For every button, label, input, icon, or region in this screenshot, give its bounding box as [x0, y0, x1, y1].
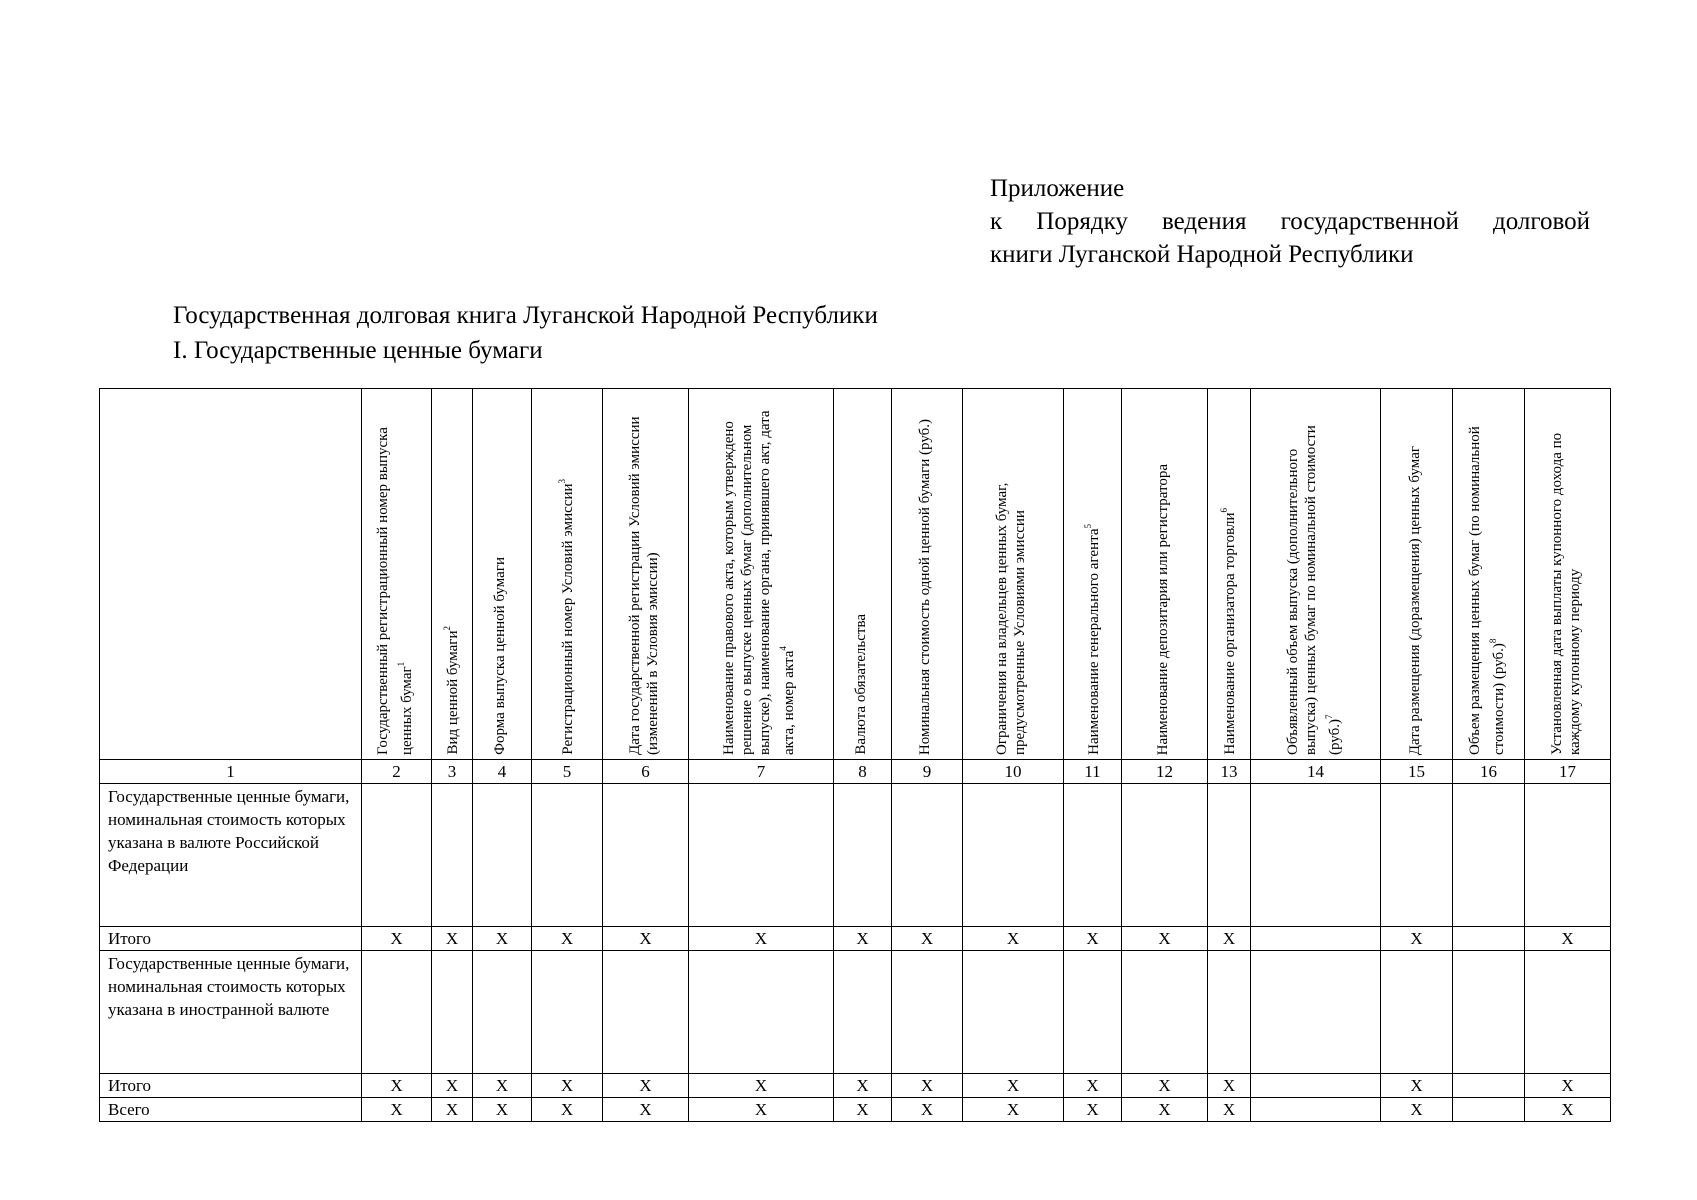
table-cell: [1453, 1074, 1525, 1098]
table-cell: [1453, 951, 1525, 1074]
table-cell: [1251, 951, 1381, 1074]
table-cell: [362, 951, 432, 1074]
table-cell: X: [473, 927, 532, 951]
table-cell: X: [892, 927, 963, 951]
table-cell: X: [1208, 1074, 1251, 1098]
table-cell: [892, 951, 963, 1074]
footnote-mark: 6: [1219, 508, 1229, 513]
table-cell: X: [1122, 1098, 1208, 1122]
table-cell: [603, 784, 689, 927]
table-cell: X: [473, 1098, 532, 1122]
table-cell: X: [963, 1098, 1064, 1122]
table-cell: X: [603, 1098, 689, 1122]
table-cell: X: [532, 1074, 603, 1098]
table-cell: X: [432, 1074, 473, 1098]
table-cell: X: [1208, 1098, 1251, 1122]
table-cell: [892, 784, 963, 927]
column-header-4: [473, 389, 532, 760]
column-header-label: Ограничения на владельцев ценных бумаг, предусмотренные Условиями эмиссии: [994, 482, 1028, 755]
column-header-13: [1208, 389, 1251, 760]
table-cell: X: [892, 1098, 963, 1122]
column-header-label: Наименование организатора торговли: [1222, 512, 1238, 755]
table-cell: X: [532, 927, 603, 951]
column-header-text: [1460, 391, 1518, 759]
table-cell: [432, 951, 473, 1074]
table-cell: X: [689, 1074, 834, 1098]
column-header-8: [834, 389, 892, 760]
group-label: Государственные ценные бумаги, номинальная стоимость которых указана в иностранной валюте: [100, 951, 362, 1074]
column-header-label: Валюта обязательства: [852, 614, 869, 755]
column-number: 9: [892, 760, 963, 784]
table-cell: X: [1525, 1098, 1611, 1122]
table-cell: [603, 951, 689, 1074]
footnote-mark: 2: [442, 626, 452, 631]
table-cell: X: [963, 1074, 1064, 1098]
table-cell: [362, 784, 432, 927]
total-label: Итого: [100, 927, 362, 951]
column-number: 5: [532, 760, 603, 784]
table-cell: [473, 784, 532, 927]
table-cell: [1251, 784, 1381, 927]
column-header-9: [892, 389, 963, 760]
column-header-label: Объем размещения ценных бумаг (по номинальной стоимости) (руб.): [1466, 426, 1507, 755]
column-header-15: [1381, 389, 1453, 760]
table-cell: X: [1122, 1074, 1208, 1098]
table-cell: [1453, 1098, 1525, 1122]
table-cell: [689, 951, 834, 1074]
appendix-line-3: книги Луганской Народной Республики: [990, 241, 1414, 268]
column-header-label: Установленная дата выплаты купонного дохода по каждому купонному периоду: [1548, 432, 1583, 755]
column-header-14: [1251, 389, 1381, 760]
table-cell: X: [1381, 927, 1453, 951]
table-cell: [1381, 784, 1453, 927]
table-cell: [1525, 784, 1611, 927]
table-cell: [432, 784, 473, 927]
table-cell: X: [689, 1098, 834, 1122]
table-cell: X: [1064, 927, 1122, 951]
table-cell: [834, 784, 892, 927]
group-label: Государственные ценные бумаги, номинальная стоимость которых указана в валюте Российской Федерации: [100, 784, 362, 927]
column-header-text: [846, 608, 880, 759]
column-number: 15: [1381, 760, 1453, 784]
column-number: 11: [1064, 760, 1122, 784]
table-cell: [1064, 784, 1122, 927]
table-cell: [1453, 784, 1525, 927]
table-cell: [1525, 951, 1611, 1074]
column-header-10: [963, 389, 1064, 760]
column-header-17: [1525, 389, 1611, 760]
column-number: 1: [100, 760, 362, 784]
table-cell: X: [362, 927, 432, 951]
table-cell: [963, 951, 1064, 1074]
table-cell: X: [473, 1074, 532, 1098]
column-number: 10: [963, 760, 1064, 784]
footnote-mark: 3: [557, 479, 567, 484]
column-number: 3: [432, 760, 473, 784]
column-header-label: Регистрационный номер Условий эмиссии: [560, 483, 576, 755]
table-cell: X: [1122, 927, 1208, 951]
table-cell: [1064, 951, 1122, 1074]
column-number: 2: [362, 760, 432, 784]
table-cell: X: [362, 1098, 432, 1122]
column-number: 17: [1525, 760, 1611, 784]
footnote-mark: 8: [1487, 638, 1498, 644]
table-cell: X: [532, 1098, 603, 1122]
column-header-label: Наименование генерального агента: [1085, 528, 1102, 755]
column-header-text: [1148, 458, 1182, 759]
column-header-label: Государственный регистрационный номер выпуска ценных бумаг: [374, 427, 415, 755]
appendix-line-2: к Порядку ведения государственной долговой: [990, 208, 1590, 235]
header-row: [100, 389, 1611, 760]
column-header-2: [362, 389, 432, 760]
table-cell: [532, 951, 603, 1074]
table-cell: X: [892, 1074, 963, 1098]
footnote-mark: 7: [1323, 714, 1334, 720]
column-header-text: [714, 391, 808, 759]
column-number: 12: [1122, 760, 1208, 784]
column-number: 16: [1453, 760, 1525, 784]
column-header-label: Форма выпуска ценной бумаги: [492, 557, 508, 755]
column-header-text: [485, 551, 519, 759]
total-label: Всего: [100, 1098, 362, 1122]
table-cell: [1208, 951, 1251, 1074]
table-cell: [834, 951, 892, 1074]
column-header-5: [532, 389, 603, 760]
table-cell: X: [1064, 1098, 1122, 1122]
column-number: 6: [603, 760, 689, 784]
column-header-label: Наименование депозитария или регистратора: [1154, 463, 1171, 755]
table-cell: [689, 784, 834, 927]
column-header-text: [1073, 518, 1113, 759]
table-cell: X: [603, 927, 689, 951]
group-row: [100, 951, 1611, 1074]
section-title: I. Государственные ценные бумаги: [173, 337, 543, 364]
table-cell: [1122, 951, 1208, 1074]
table-cell: X: [432, 927, 473, 951]
column-header-label: Номинальная стоимость одной ценной бумаги (руб.): [917, 418, 933, 755]
table-cell: X: [432, 1098, 473, 1122]
column-number: 8: [834, 760, 892, 784]
footnote-mark: 5: [1082, 524, 1093, 529]
column-header-text: [368, 391, 426, 759]
total-label: Итого: [100, 1074, 362, 1098]
total-row: [100, 1098, 1611, 1122]
column-header-label: Наименование правового акта, которым утверждено решение о выпуске ценных бумаг (дополнительном выпуске), наименование органа, принявшего акт, дата акта, номер акта: [721, 410, 797, 755]
table-cell: [1251, 1074, 1381, 1098]
table-cell: [1122, 784, 1208, 927]
column-number-row: [100, 760, 1611, 784]
column-header-text: [1209, 502, 1249, 759]
table-cell: X: [1208, 927, 1251, 951]
appendix-line-1: Приложение: [990, 175, 1125, 202]
table-cell: X: [689, 927, 834, 951]
table-cell: [473, 951, 532, 1074]
column-header-text: [432, 620, 472, 759]
document-heading: [173, 298, 878, 368]
column-header-text: [1278, 391, 1354, 759]
column-header-11: [1064, 389, 1122, 760]
appendix-note: [990, 172, 1590, 271]
column-header-1: [100, 389, 362, 760]
table-cell: [1251, 1098, 1381, 1122]
column-header-text: [910, 413, 944, 759]
column-header-3: [432, 389, 473, 760]
column-header-label: Вид ценной бумаги: [445, 630, 461, 755]
document-title: Государственная долговая книга Луганской Народной Республики: [173, 302, 878, 329]
table-cell: X: [1525, 1074, 1611, 1098]
table-cell: [1381, 951, 1453, 1074]
table-cell: X: [963, 927, 1064, 951]
table-cell: [1251, 927, 1381, 951]
table-cell: X: [362, 1074, 432, 1098]
table-cell: X: [1064, 1074, 1122, 1098]
group-row: [100, 784, 1611, 927]
table-cell: [1208, 784, 1251, 927]
column-number: 4: [473, 760, 532, 784]
table-cell: X: [834, 1098, 892, 1122]
column-header-text: [620, 391, 672, 759]
column-header-6: [603, 389, 689, 760]
column-header-text: [547, 473, 587, 759]
table-cell: [532, 784, 603, 927]
column-header-7: [689, 389, 834, 760]
column-header-16: [1453, 389, 1525, 760]
table-cell: X: [1381, 1074, 1453, 1098]
table-cell: X: [834, 927, 892, 951]
column-header-text: [1542, 391, 1594, 759]
table-cell: [963, 784, 1064, 927]
column-header-label: Объявленный объем выпуска (дополнительного выпуска) ценных бумаг по номинальной стоимости (руб.): [1284, 425, 1343, 755]
total-row: [100, 1074, 1611, 1098]
table-cell: X: [603, 1074, 689, 1098]
table-cell: X: [834, 1074, 892, 1098]
column-number: 13: [1208, 760, 1251, 784]
column-header-text: [987, 391, 1039, 759]
column-header-label: Дата размещения (доразмещения) ценных бумаг: [1406, 445, 1423, 755]
table-cell: X: [1381, 1098, 1453, 1122]
debt-book-table: [99, 388, 1611, 1122]
column-number: 7: [689, 760, 834, 784]
footnote-mark: 1: [395, 661, 406, 667]
table-cell: [1453, 927, 1525, 951]
column-header-12: [1122, 389, 1208, 760]
column-number: 14: [1251, 760, 1381, 784]
total-row: [100, 927, 1611, 951]
table-cell: X: [1525, 927, 1611, 951]
column-header-text: [1400, 440, 1434, 759]
column-header-label: Дата государственной регистрации Условий эмиссии (изменений в Условия эмиссии): [626, 416, 661, 755]
footnote-mark: 4: [778, 646, 788, 651]
